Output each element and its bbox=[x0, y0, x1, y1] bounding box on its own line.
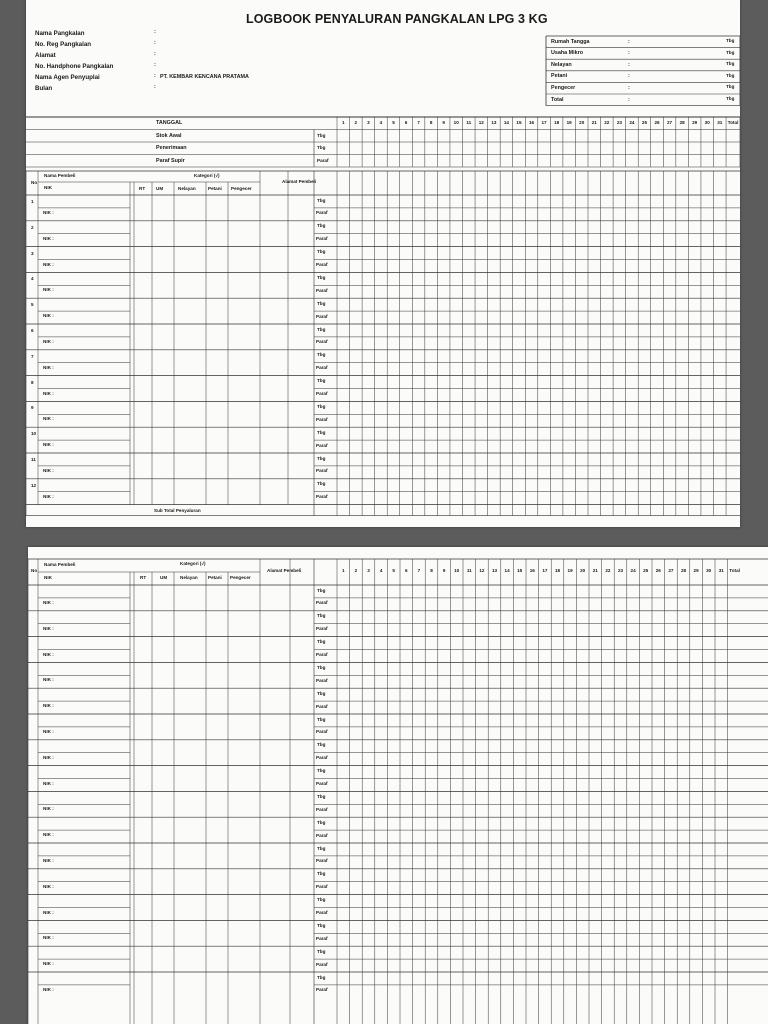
summary-category-label: Pengecer bbox=[551, 84, 576, 91]
stock-row-label: Penerimaan bbox=[156, 145, 187, 151]
day-number-header: 1 bbox=[342, 568, 345, 573]
row-unit-tbg: Tbg bbox=[317, 716, 326, 722]
row-number: 5 bbox=[31, 302, 34, 308]
day-number-header: 27 bbox=[668, 568, 674, 573]
row-unit-tbg: Tbg bbox=[317, 639, 326, 645]
row-unit-paraf: Paraf bbox=[316, 806, 328, 812]
header-field-label: No. Reg Pangkalan bbox=[35, 41, 92, 48]
column-nik-header: NIK bbox=[44, 185, 52, 190]
day-number-header: 23 bbox=[617, 568, 624, 573]
day-number-header: 19 bbox=[566, 120, 572, 125]
day-number-header: 30 bbox=[704, 120, 710, 125]
row-unit-tbg: Tbg bbox=[317, 352, 326, 358]
header-field-label: No. Handphone Pangkalan bbox=[35, 63, 114, 70]
nik-label: NIK : bbox=[43, 883, 54, 889]
day-number-header: 24 bbox=[630, 568, 636, 573]
stock-row-unit: Paraf bbox=[317, 157, 329, 163]
day-number-header: 29 bbox=[692, 120, 698, 125]
stock-row-unit: Tbg bbox=[317, 132, 326, 138]
row-unit-tbg: Tbg bbox=[317, 613, 326, 619]
day-number-header: 2 bbox=[354, 568, 358, 573]
header-field-separator: : bbox=[154, 73, 156, 79]
day-number-header: 5 bbox=[392, 120, 395, 125]
row-number: 4 bbox=[31, 276, 34, 282]
header-field-label: Nama Pangkalan bbox=[35, 30, 85, 37]
row-unit-paraf: Paraf bbox=[316, 210, 328, 216]
day-number-header: 15 bbox=[517, 568, 523, 573]
day-number-header: 4 bbox=[379, 568, 383, 573]
summary-separator: : bbox=[628, 61, 630, 68]
row-unit-paraf: Paraf bbox=[316, 935, 328, 941]
day-number-header: 7 bbox=[417, 568, 421, 573]
stock-row-label: Stok Awal bbox=[156, 132, 182, 139]
row-unit-paraf: Paraf bbox=[316, 961, 328, 967]
row-unit-tbg: Tbg bbox=[317, 897, 326, 903]
total-column-header: Total bbox=[729, 568, 740, 573]
nik-label: NIK : bbox=[43, 467, 54, 473]
day-number-header: 11 bbox=[466, 120, 472, 125]
header-field-separator: : bbox=[154, 51, 156, 57]
day-number-header: 16 bbox=[529, 568, 535, 573]
nik-label: NIK : bbox=[43, 338, 54, 344]
category-petani-header: Petani bbox=[208, 186, 222, 191]
nik-label: NIK : bbox=[43, 235, 54, 241]
row-unit-tbg: Tbg bbox=[317, 819, 326, 825]
row-unit-paraf: Paraf bbox=[316, 468, 328, 474]
row-unit-paraf: Paraf bbox=[316, 236, 328, 242]
nik-label: NIK : bbox=[43, 625, 54, 631]
day-number-header: 2 bbox=[354, 120, 358, 125]
table-grid-lines bbox=[28, 547, 768, 1024]
row-unit-tbg: Tbg bbox=[317, 742, 326, 748]
nik-label: NIK : bbox=[43, 780, 54, 786]
column-kategori-header: Kategori (√) bbox=[180, 561, 206, 566]
day-number-header: 8 bbox=[430, 568, 433, 573]
row-unit-tbg: Tbg bbox=[317, 587, 326, 593]
logbook-sheet-page-2 bbox=[28, 547, 768, 1024]
row-number: 9 bbox=[31, 405, 34, 411]
summary-category-label: Petani bbox=[551, 73, 568, 80]
day-number-header: 20 bbox=[579, 120, 585, 125]
day-number-header: 9 bbox=[442, 568, 446, 573]
column-kategori-header: Kategori (√) bbox=[194, 173, 220, 178]
day-number-header: 26 bbox=[655, 568, 661, 573]
row-unit-tbg: Tbg bbox=[317, 403, 326, 409]
row-unit-tbg: Tbg bbox=[317, 274, 326, 280]
nik-label: NIK : bbox=[43, 442, 54, 448]
row-unit-tbg: Tbg bbox=[317, 974, 326, 980]
day-number-header: 25 bbox=[643, 568, 649, 573]
nik-label: NIK : bbox=[43, 287, 54, 293]
row-unit-paraf: Paraf bbox=[316, 755, 328, 761]
day-number-header: 12 bbox=[479, 568, 485, 573]
stock-row-unit: Tbg bbox=[317, 145, 326, 150]
row-number: 11 bbox=[31, 457, 36, 462]
summary-separator: : bbox=[628, 50, 630, 57]
table-grid-lines bbox=[26, 0, 740, 527]
day-number-header: 10 bbox=[454, 568, 460, 573]
nik-label: NIK : bbox=[43, 209, 54, 215]
summary-separator: : bbox=[628, 38, 630, 45]
day-number-header: 16 bbox=[528, 120, 535, 125]
header-field-value[interactable]: PT. KEMBAR KENCANA PRATAMA bbox=[160, 74, 249, 80]
nik-label: NIK : bbox=[43, 961, 54, 967]
summary-separator: : bbox=[628, 84, 630, 91]
row-unit-paraf: Paraf bbox=[316, 313, 328, 319]
column-alamat-header: Alamat Pembeli bbox=[267, 568, 302, 573]
summary-unit: Tbg bbox=[726, 72, 735, 78]
row-unit-tbg: Tbg bbox=[317, 378, 326, 384]
summary-separator: : bbox=[628, 96, 630, 103]
category-nelayan-header: Nelayan bbox=[178, 186, 196, 191]
header-field-separator: : bbox=[154, 84, 156, 90]
day-number-header: 6 bbox=[404, 120, 408, 125]
category-pengecer-header: Pengecer bbox=[231, 186, 252, 191]
row-unit-paraf: Paraf bbox=[316, 287, 328, 293]
nik-label: NIK : bbox=[43, 261, 54, 267]
row-unit-paraf: Paraf bbox=[316, 677, 328, 683]
nik-label: NIK : bbox=[43, 364, 54, 370]
day-number-header: 23 bbox=[616, 120, 622, 125]
row-unit-tbg: Tbg bbox=[317, 223, 326, 229]
row-unit-tbg: Tbg bbox=[317, 197, 326, 203]
nik-label: NIK : bbox=[43, 986, 54, 992]
row-unit-tbg: Tbg bbox=[317, 249, 326, 255]
row-unit-paraf: Paraf bbox=[316, 858, 328, 864]
summary-unit: Tbg bbox=[726, 61, 735, 67]
row-unit-tbg: Tbg bbox=[317, 481, 326, 487]
header-field-label: Alamat bbox=[35, 52, 56, 59]
summary-unit: Tbg bbox=[726, 49, 735, 55]
row-number: 3 bbox=[31, 250, 34, 256]
day-number-header: 21 bbox=[591, 120, 597, 125]
summary-unit: Tbg bbox=[726, 84, 735, 90]
day-number-header: 20 bbox=[580, 568, 586, 573]
row-unit-tbg: Tbg bbox=[317, 300, 326, 306]
row-unit-paraf: Paraf bbox=[316, 884, 328, 890]
nik-label: NIK : bbox=[43, 935, 54, 941]
summary-unit: Tbg bbox=[726, 96, 735, 101]
day-number-header: 17 bbox=[541, 120, 547, 125]
nik-label: NIK : bbox=[43, 728, 54, 734]
nik-label: NIK : bbox=[43, 416, 54, 422]
row-unit-paraf: Paraf bbox=[316, 781, 328, 786]
day-number-header: 13 bbox=[491, 568, 498, 573]
row-unit-paraf: Paraf bbox=[316, 987, 328, 993]
nik-label: NIK : bbox=[43, 909, 54, 915]
column-no-header: No bbox=[31, 180, 38, 185]
row-unit-tbg: Tbg bbox=[317, 455, 326, 461]
day-number-header: 21 bbox=[592, 568, 598, 573]
row-number: 8 bbox=[31, 379, 34, 385]
row-unit-tbg: Tbg bbox=[317, 690, 326, 696]
header-field-separator: : bbox=[154, 62, 156, 68]
header-field-separator: : bbox=[154, 29, 156, 35]
nik-label: NIK : bbox=[43, 651, 54, 657]
day-number-header: 14 bbox=[504, 568, 510, 573]
row-unit-paraf: Paraf bbox=[316, 262, 328, 267]
row-unit-paraf: Paraf bbox=[316, 652, 328, 657]
row-unit-tbg: Tbg bbox=[317, 845, 326, 851]
row-unit-tbg: Tbg bbox=[317, 793, 326, 799]
day-number-header: 3 bbox=[367, 568, 370, 573]
nik-label: NIK : bbox=[43, 493, 54, 499]
day-number-header: 31 bbox=[717, 120, 723, 125]
total-column-header: Total bbox=[727, 120, 739, 125]
row-unit-tbg: Tbg bbox=[317, 871, 326, 877]
day-number-header: 26 bbox=[654, 120, 660, 125]
row-number: 12 bbox=[31, 482, 37, 488]
column-no-header: No bbox=[31, 568, 38, 573]
row-unit-paraf: Paraf bbox=[316, 832, 328, 838]
nik-label: NIK : bbox=[43, 677, 54, 683]
row-unit-paraf: Paraf bbox=[316, 494, 328, 500]
day-number-header: 11 bbox=[466, 568, 472, 573]
category-nelayan-header: Nelayan bbox=[180, 575, 198, 580]
category-petani-header: Petani bbox=[208, 575, 222, 580]
column-nama-pembeli-header: Nama Pembeli bbox=[44, 562, 76, 567]
header-field-label: Bulan bbox=[35, 85, 53, 92]
day-number-header: 24 bbox=[629, 120, 635, 125]
category-rt-header: RT bbox=[140, 575, 147, 580]
day-number-header: 12 bbox=[478, 120, 484, 125]
day-number-header: 17 bbox=[542, 568, 548, 573]
row-unit-paraf: Paraf bbox=[316, 910, 328, 915]
day-number-header: 22 bbox=[604, 120, 610, 125]
category-rt-header: RT bbox=[139, 186, 146, 191]
row-number: 1 bbox=[31, 199, 34, 204]
day-number-header: 10 bbox=[453, 120, 459, 125]
row-number: 2 bbox=[31, 224, 34, 230]
row-unit-tbg: Tbg bbox=[317, 922, 326, 928]
day-number-header: 5 bbox=[392, 568, 395, 573]
day-number-header: 31 bbox=[718, 568, 724, 573]
day-number-header: 22 bbox=[605, 568, 611, 573]
summary-category-label: Nelayan bbox=[551, 61, 572, 68]
row-unit-paraf: Paraf bbox=[316, 703, 328, 709]
day-number-header: 28 bbox=[680, 568, 687, 573]
row-unit-paraf: Paraf bbox=[316, 600, 328, 606]
row-number: 7 bbox=[31, 353, 34, 359]
day-number-header: 4 bbox=[379, 120, 383, 125]
row-unit-paraf: Paraf bbox=[316, 339, 328, 345]
row-unit-paraf: Paraf bbox=[316, 416, 328, 422]
category-um-header: UM bbox=[160, 575, 168, 580]
summary-category-label: Usaha Mikro bbox=[551, 50, 584, 57]
page-title: LOGBOOK PENYALURAN PANGKALAN LPG 3 KG bbox=[246, 12, 548, 26]
header-field-label: Nama Agen Penyuplai bbox=[35, 74, 100, 81]
row-unit-paraf: Paraf bbox=[316, 626, 328, 632]
day-number-header: 3 bbox=[367, 120, 370, 125]
day-number-header: 15 bbox=[516, 120, 522, 125]
day-number-header: 6 bbox=[405, 568, 408, 573]
day-number-header: 8 bbox=[429, 120, 433, 125]
category-pengecer-header: Pengecer bbox=[230, 575, 251, 580]
row-unit-paraf: Paraf bbox=[316, 442, 328, 448]
column-nama-pembeli-header: Nama Pembeli bbox=[44, 173, 76, 178]
nik-label: NIK : bbox=[43, 390, 54, 396]
day-number-header: 13 bbox=[491, 120, 497, 125]
nik-label: NIK : bbox=[43, 313, 54, 319]
category-um-header: UM bbox=[156, 186, 164, 191]
nik-label: NIK : bbox=[43, 703, 54, 709]
row-unit-tbg: Tbg bbox=[317, 429, 326, 435]
day-number-header: 29 bbox=[693, 568, 699, 573]
summary-category-label: Rumah Tangga bbox=[551, 38, 590, 45]
summary-category-label: Total bbox=[551, 96, 564, 103]
day-number-header: 28 bbox=[679, 120, 685, 125]
nik-label: NIK : bbox=[43, 857, 54, 863]
summary-unit: Tbg bbox=[726, 38, 735, 43]
day-number-header: 9 bbox=[442, 120, 445, 125]
row-unit-paraf: Paraf bbox=[316, 365, 328, 371]
summary-separator: : bbox=[628, 73, 630, 80]
column-alamat-header: Alamat Pembeli bbox=[282, 179, 317, 184]
row-unit-paraf: Paraf bbox=[316, 729, 328, 735]
tanggal-label: TANGGAL bbox=[156, 120, 183, 126]
day-number-header: 14 bbox=[503, 120, 509, 125]
stock-row-label: Paraf Supir bbox=[156, 157, 185, 164]
row-number: 10 bbox=[31, 431, 37, 437]
row-unit-tbg: Tbg bbox=[317, 948, 326, 954]
sub-total-label: Sub Total Penyaluran bbox=[154, 507, 201, 513]
row-unit-tbg: Tbg bbox=[317, 768, 326, 774]
day-number-header: 30 bbox=[706, 568, 712, 573]
day-number-header: 27 bbox=[667, 120, 673, 125]
day-number-header: 19 bbox=[567, 568, 573, 573]
nik-label: NIK : bbox=[43, 832, 54, 838]
header-field-separator: : bbox=[154, 40, 156, 46]
day-number-header: 7 bbox=[417, 120, 420, 125]
nik-label: NIK : bbox=[43, 754, 54, 760]
row-unit-paraf: Paraf bbox=[316, 391, 328, 396]
nik-label: NIK : bbox=[43, 599, 54, 605]
row-number: 6 bbox=[31, 328, 34, 333]
row-unit-tbg: Tbg bbox=[317, 664, 326, 670]
day-number-header: 25 bbox=[641, 120, 648, 125]
day-number-header: 18 bbox=[554, 120, 560, 125]
logbook-sheet-page-1 bbox=[26, 0, 740, 527]
day-number-header: 18 bbox=[554, 568, 561, 573]
row-unit-tbg: Tbg bbox=[317, 326, 326, 332]
day-number-header: 1 bbox=[341, 120, 345, 125]
column-nik-header: NIK bbox=[44, 575, 52, 580]
nik-label: NIK : bbox=[43, 806, 54, 812]
